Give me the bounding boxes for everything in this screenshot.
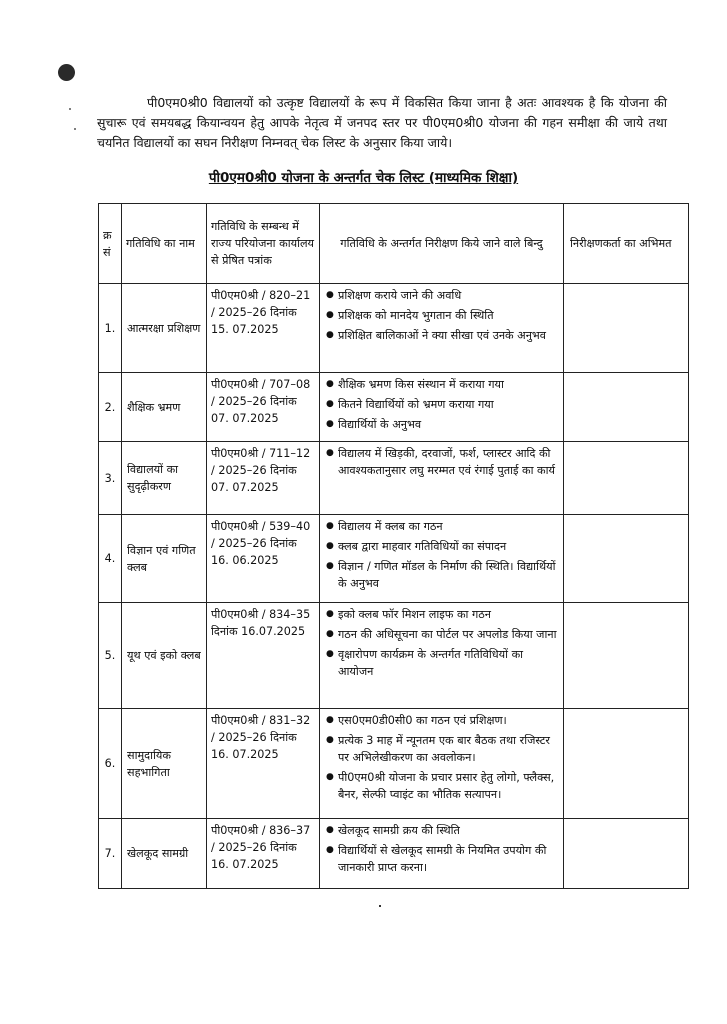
inspection-point: ● विद्यालय में खिड़की, दरवाजों, फर्श, प्लास्टर आदि की आवश्यकतानुसार लघु मरम्मत एवं रंगाई पुताई का कार्य — [338, 445, 559, 479]
punch-hole-mark — [58, 64, 75, 81]
header-remarks: निरीक्षणकर्ता का अभिमत — [564, 204, 689, 284]
table-row — [99, 709, 689, 819]
row-inspection-points — [320, 515, 564, 603]
row-inspector-remarks — [564, 515, 689, 603]
row-activity-name: विज्ञान एवं गणित क्लब — [122, 515, 207, 603]
row-activity-name: खेलकूद सामग्री — [122, 819, 207, 889]
inspection-point: ● क्लब द्वारा माहवार गतिविधियों का संपादन — [338, 538, 559, 555]
row-serial: 5. — [99, 603, 122, 709]
table-row — [99, 515, 689, 603]
table-row — [99, 603, 689, 709]
table-row — [99, 442, 689, 515]
row-inspector-remarks — [564, 819, 689, 889]
inspection-points-list — [324, 518, 559, 592]
inspection-point: ● खेलकूद सामग्री क्रय की स्थिति — [338, 822, 559, 839]
header-serial: क्र सं — [99, 204, 122, 284]
row-serial: 2. — [99, 373, 122, 442]
row-inspection-points — [320, 373, 564, 442]
row-serial: 3. — [99, 442, 122, 515]
table-row — [99, 819, 689, 889]
header-activity: गतिविधि का नाम — [122, 204, 207, 284]
inspection-point: ● प्रशिक्षण कराये जाने की अवधि — [338, 287, 559, 304]
row-inspection-points — [320, 709, 564, 819]
row-inspection-points — [320, 819, 564, 889]
intro-paragraph: पी0एम0श्री0 विद्यालयों को उत्कृष्ट विद्यालयों के रूप में विकसित किया जाना है अतः आवश्यक है कि योजना की सुचारू एवं समयबद्ध कियान्वयन हेतु आपके नेतृत्व में जनपद स्तर पर पी0एम0श्री0 योजना की गहन समीक्षा की जाये तथा चयनित विद्यालयों का सघन निरीक्षण निम्नवत् चेक लिस्ट के अनुसार किया जाये। — [97, 94, 667, 150]
row-inspector-remarks — [564, 603, 689, 709]
row-inspection-points — [320, 603, 564, 709]
inspection-points-list — [324, 606, 559, 680]
checklist-title: पी0एम0श्री0 योजना के अन्तर्गत चेक लिस्ट (माध्यमिक शिक्षा) — [208, 170, 519, 186]
header-letter: गतिविधि के सम्बन्ध में राज्य परियोजना कार्यालय से प्रेषित पत्रांक — [207, 204, 320, 284]
row-activity-name: सामुदायिक सहभागिता — [122, 709, 207, 819]
row-serial: 1. — [99, 284, 122, 373]
row-inspection-points — [320, 284, 564, 373]
row-inspector-remarks — [564, 442, 689, 515]
row-letter-ref: पी0एम0श्री / 711–12 / 2025–26 दिनांक 07. 07.2025 — [207, 442, 320, 515]
inspection-point: ● वृक्षारोपण कार्यक्रम के अन्तर्गत गतिविधियों का आयोजन — [338, 646, 559, 680]
inspection-point: ● पी0एम0श्री योजना के प्रचार प्रसार हेतु लोगो, फ्लैक्स, बैनर, सेल्फी प्वाइंट का भौतिक सत्यापन। — [338, 769, 559, 803]
row-letter-ref: पी0एम0श्री / 834–35 दिनांक 16.07.2025 — [207, 603, 320, 709]
scan-speck — [74, 128, 76, 130]
row-inspector-remarks — [564, 373, 689, 442]
row-activity-name: विद्यालयों का सुदृढ़ीकरण — [122, 442, 207, 515]
header-points: गतिविधि के अन्तर्गत निरीक्षण किये जाने वाले बिन्दु — [320, 204, 564, 284]
table-row — [99, 373, 689, 442]
inspection-point: ● विज्ञान / गणित मॉडल के निर्माण की स्थिति। विद्यार्थियों के अनुभव — [338, 558, 559, 592]
scan-speck — [379, 905, 381, 907]
row-activity-name: शैक्षिक भ्रमण — [122, 373, 207, 442]
inspection-point: ● एस0एम0डी0सी0 का गठन एवं प्रशिक्षण। — [338, 712, 559, 729]
inspection-points-list — [324, 445, 559, 479]
row-letter-ref: पी0एम0श्री / 831–32 / 2025–26 दिनांक 16. 07.2025 — [207, 709, 320, 819]
row-letter-ref: पी0एम0श्री / 707–08 / 2025–26 दिनांक 07. 07.2025 — [207, 373, 320, 442]
row-letter-ref: पी0एम0श्री / 539–40 / 2025–26 दिनांक 16. 06.2025 — [207, 515, 320, 603]
inspection-point: ● विद्यार्थियों से खेलकूद सामग्री के नियमित उपयोग की जानकारी प्राप्त करना। — [338, 842, 559, 876]
inspection-point: ● विद्यालय में क्लब का गठन — [338, 518, 559, 535]
checklist-table — [98, 203, 689, 889]
inspection-point: ● प्रशिक्षित बालिकाओं ने क्या सीखा एवं उनके अनुभव — [338, 327, 559, 344]
inspection-point: ● गठन की अधिसूचना का पोर्टल पर अपलोड किया जाना — [338, 626, 559, 643]
row-serial: 7. — [99, 819, 122, 889]
inspection-point: ● प्रत्येक 3 माह में न्यूनतम एक बार बैठक तथा रजिस्टर पर अभिलेखीकरण का अवलोकन। — [338, 732, 559, 766]
inspection-point: ● इको क्लब फॉर मिशन लाइफ का गठन — [338, 606, 559, 623]
inspection-points-list — [324, 822, 559, 876]
inspection-point: ● शैक्षिक भ्रमण किस संस्थान में कराया गया — [338, 376, 559, 393]
scan-speck — [69, 108, 71, 110]
row-serial: 4. — [99, 515, 122, 603]
row-serial: 6. — [99, 709, 122, 819]
inspection-points-list — [324, 287, 559, 344]
header-row — [99, 204, 689, 284]
inspection-points-list — [324, 376, 559, 433]
row-inspector-remarks — [564, 709, 689, 819]
row-inspector-remarks — [564, 284, 689, 373]
row-letter-ref: पी0एम0श्री / 820–21 / 2025–26 दिनांक 15. 07.2025 — [207, 284, 320, 373]
row-letter-ref: पी0एम0श्री / 836–37 / 2025–26 दिनांक 16. 07.2025 — [207, 819, 320, 889]
inspection-points-list — [324, 712, 559, 803]
table-row — [99, 284, 689, 373]
inspection-point: ● प्रशिक्षक को मानदेय भुगतान की स्थिति — [338, 307, 559, 324]
inspection-point: ● कितने विद्यार्थियों को भ्रमण कराया गया — [338, 396, 559, 413]
row-activity-name: यूथ एवं इको क्लब — [122, 603, 207, 709]
row-activity-name: आत्मरक्षा प्रशिक्षण — [122, 284, 207, 373]
inspection-point: ● विद्यार्थियों के अनुभव — [338, 416, 559, 433]
row-inspection-points — [320, 442, 564, 515]
